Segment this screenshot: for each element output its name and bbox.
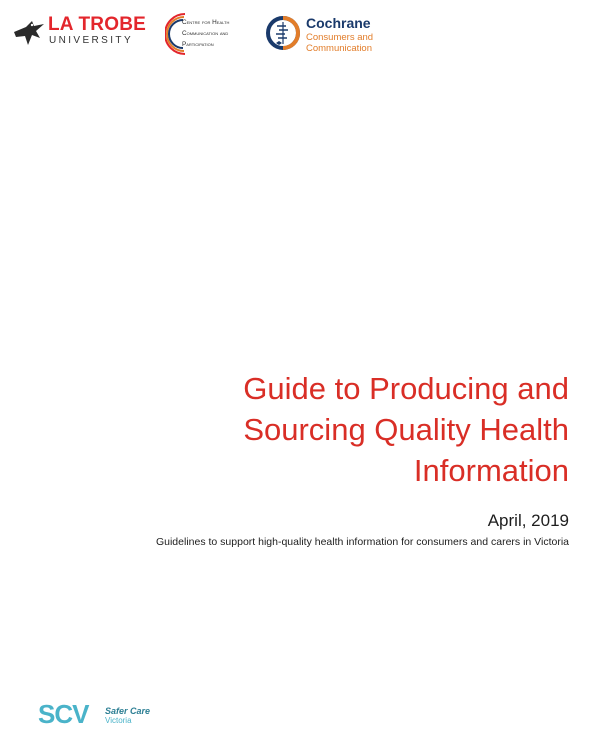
la-trobe-wordmark: LA TROBE <box>48 14 147 35</box>
eagle-emblem-icon <box>12 18 46 48</box>
chcp-wordmark <box>182 17 229 50</box>
cochrane-logo <box>266 12 381 56</box>
document-subtitle: Guidelines to support high-quality health information for consumers and carers in Victoria <box>155 536 569 548</box>
document-title-line-2: Sourcing Quality Health <box>243 412 569 447</box>
document-title-line-1: Guide to Producing and <box>243 371 569 406</box>
cochrane-forest-plot-icon <box>266 16 300 50</box>
la-trobe-university-logo <box>12 14 154 54</box>
chcp-line-3: Participation <box>182 41 214 48</box>
document-title <box>129 368 569 491</box>
cochrane-subtitle-line-1: Consumers and <box>306 32 374 43</box>
chcp-line-1: Centre for Health <box>182 19 230 26</box>
cochrane-subtitle-line-2: Communication <box>306 43 372 54</box>
chcp-logo <box>165 12 265 56</box>
chcp-line-2: Communication and <box>182 30 229 37</box>
document-date: April, 2019 <box>487 511 569 530</box>
safer-care-victoria-logo <box>38 700 168 730</box>
safer-care-wordmark: Safer Care <box>105 706 151 716</box>
document-title-line-3: Information <box>413 453 569 488</box>
scv-monogram: SCV <box>38 699 89 729</box>
cochrane-subtitle <box>306 32 373 54</box>
victoria-wordmark: Victoria <box>105 716 132 725</box>
cochrane-wordmark: Cochrane <box>306 15 371 31</box>
title-block <box>129 368 569 491</box>
university-wordmark: UNIVERSITY <box>49 35 134 46</box>
